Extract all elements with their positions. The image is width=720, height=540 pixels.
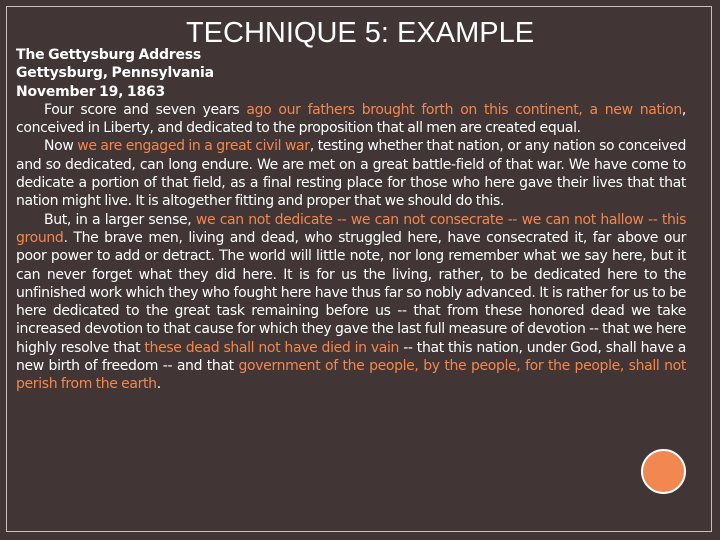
p3-highlight-2: these dead shall not have died in vain xyxy=(144,339,400,356)
p3-text-2: . The brave men, living and dead, who struggled here, have consecrated it, far above our poor power to add or detract. The world will little note, nor long remember what we say here, but it can never forget what they did here. It is for us the living, rather, to be dedicated here to the unfinished work which they who fought here have thus far so nobly advanced. It is rather for us to be here dedicated to the great task remaining before us -- that from these honored dead we take increased devotion to that cause for which they gave the last full measure of devotion -- that we here highly resolve that xyxy=(16,229,686,356)
p3-highlight-3: government of the people, by the people, for the people, shall not perish from the earth xyxy=(16,358,686,393)
p1-text-1: Four score and seven years xyxy=(44,101,247,118)
p3-highlight-1: we can not dedicate -- we can not consecrate -- we can not hallow -- this ground xyxy=(16,211,687,246)
p3-text-4: . xyxy=(156,376,161,393)
decorative-circle xyxy=(641,449,686,494)
p2-text-1: Now xyxy=(44,138,78,155)
p2-highlight-1: we are engaged in a great civil war xyxy=(77,138,310,155)
paragraph-1 xyxy=(16,101,686,138)
document-place: Gettysburg, Pennsylvania xyxy=(16,65,214,82)
document-date: November 19, 1863 xyxy=(16,83,166,100)
slide-title: TECHNIQUE 5: EXAMPLE xyxy=(185,17,535,49)
p3-text-1: But, in a larger sense, xyxy=(44,211,196,228)
p3-text-3: -- that this nation, under God, shall have a new birth of freedom -- and that xyxy=(16,339,686,375)
p1-highlight-1: ago our fathers brought forth on this continent, a new nation xyxy=(246,101,682,118)
document-heading: The Gettysburg Address xyxy=(16,47,202,63)
p1-text-2: , conceived in Liberty, and dedicated to the proposition that all men are created equal. xyxy=(16,101,686,137)
paragraph-3 xyxy=(16,211,686,394)
document-body xyxy=(16,46,686,394)
paragraph-2 xyxy=(16,137,686,210)
p2-text-2: , testing whether that nation, or any nation so conceived and so dedicated, can long endure. We are met on a great battle-field of that war. We have come to dedicate a portion of that field, as a final resting place for those who here gave their lives that that nation might live. It is altogether fitting and proper that we should do this. xyxy=(16,138,686,210)
